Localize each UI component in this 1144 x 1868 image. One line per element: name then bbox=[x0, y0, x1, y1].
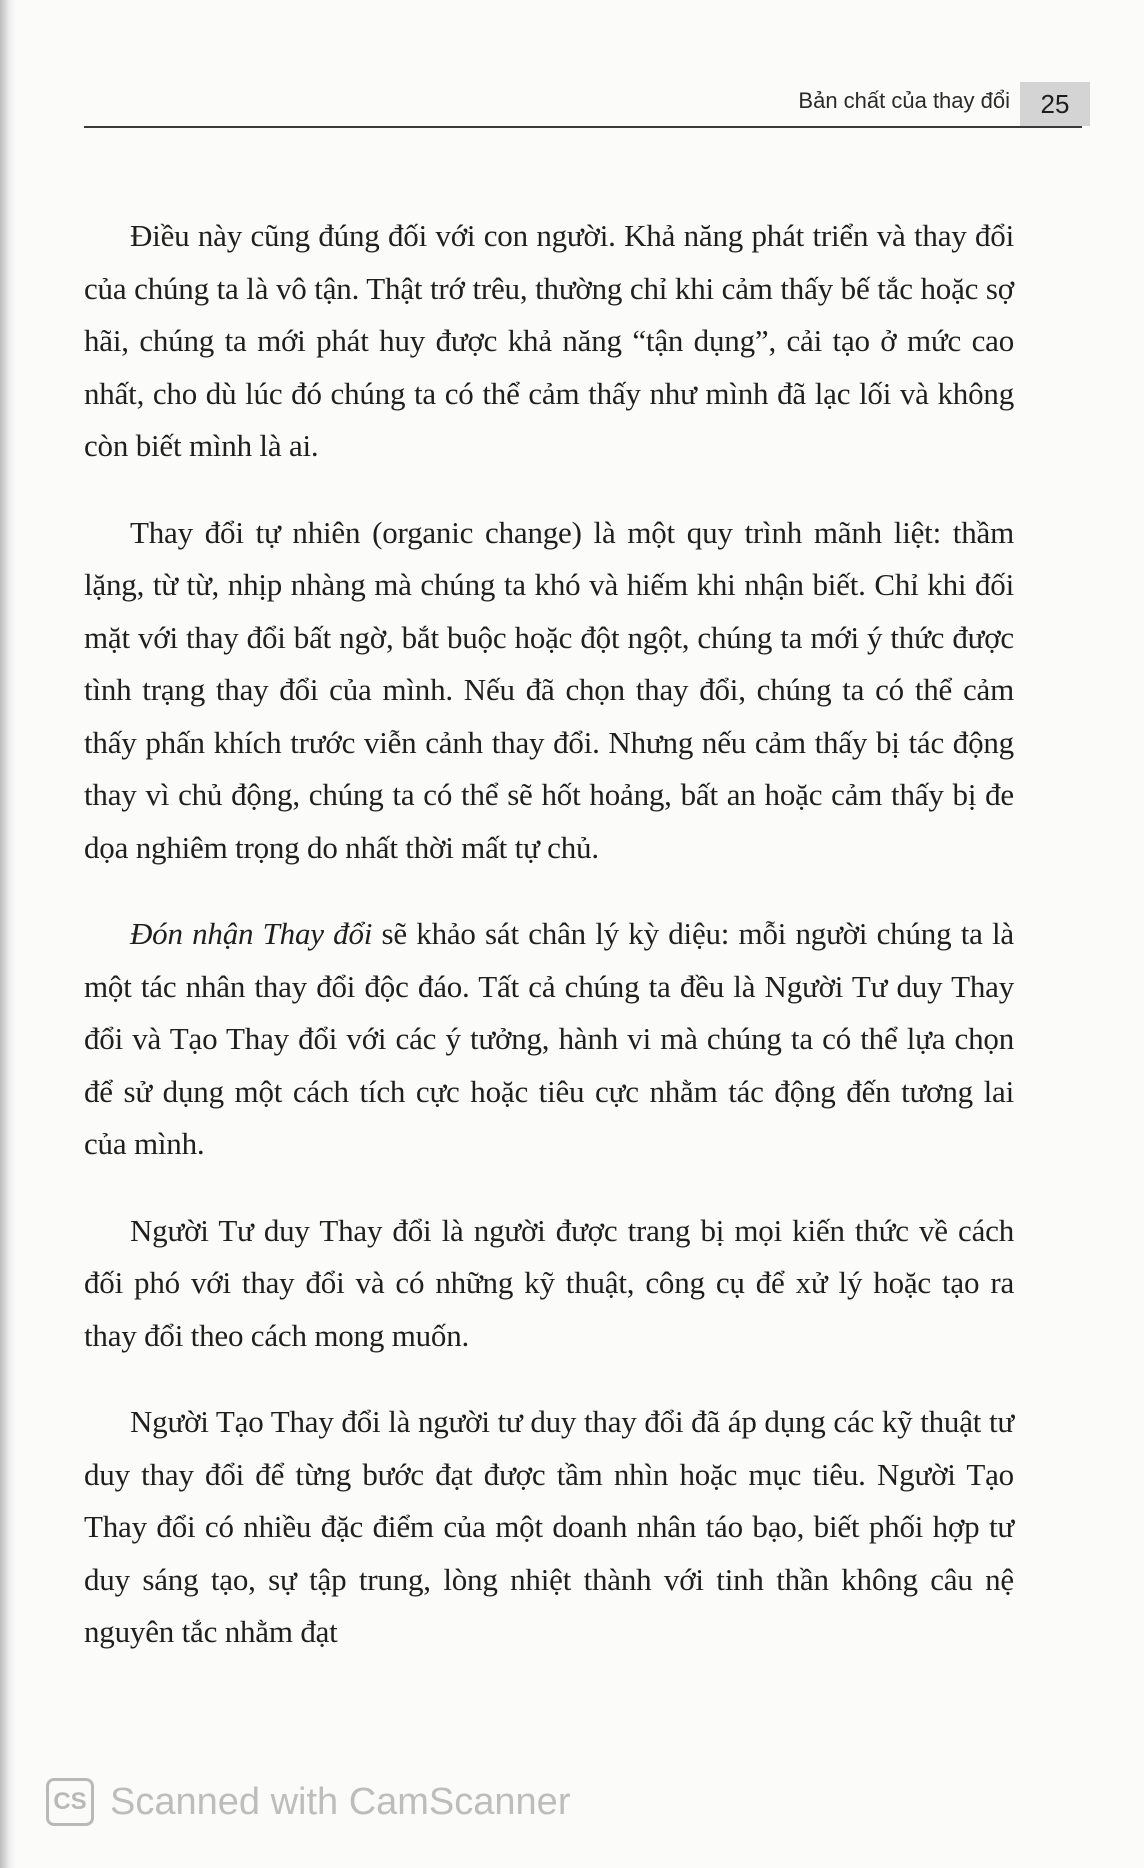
watermark-text: Scanned with CamScanner bbox=[110, 1780, 571, 1823]
page-gutter-shadow bbox=[0, 0, 16, 1868]
paragraph-3-text: sẽ khảo sát chân lý kỳ diệu: mỗi người chúng ta là một tác nhân thay đổi độc đáo. Tất cả chúng ta đều là Người Tư duy Thay đổi và Tạo Thay đổi với các ý tưởng, hành vi mà chúng ta có thể lựa chọn để sử dụng một cách tích cực hoặc tiêu cực nhằm tác động đến tương lai của mình. bbox=[84, 916, 1014, 1161]
paragraph-1-text: Điều này cũng đúng đối với con người. Khả năng phát triển và thay đổi của chúng ta là vô tận. Thật trớ trêu, thường chỉ khi cảm thấy bế tắc hoặc sợ hãi, chúng ta mới phát huy được khả năng “tận dụng”, cải tạo ở mức cao nhất, cho dù lúc đó chúng ta có thể cảm thấy như mình đã lạc lối và không còn biết mình là ai. bbox=[84, 218, 1014, 463]
paragraph-2 bbox=[84, 507, 1014, 875]
running-head: Bản chất của thay đổi bbox=[798, 88, 1010, 113]
body-text bbox=[84, 210, 1014, 1693]
page-number: 25 bbox=[1020, 82, 1090, 126]
paragraph-4 bbox=[84, 1205, 1014, 1363]
paragraph-5-text: Người Tạo Thay đổi là người tư duy thay đổi đã áp dụng các kỹ thuật tư duy thay đổi để từng bước đạt được tầm nhìn hoặc mục tiêu. Người Tạo Thay đổi có nhiều đặc điểm của một doanh nhân táo bạo, biết phối hợp tư duy sáng tạo, sự tập trung, lòng nhiệt thành với tinh thần không câu nệ nguyên tắc nhằm đạt bbox=[84, 1404, 1014, 1649]
book-title-italic: Đón nhận Thay đổi bbox=[130, 916, 373, 951]
paragraph-1 bbox=[84, 210, 1014, 473]
scanner-watermark bbox=[46, 1778, 570, 1826]
paragraph-5 bbox=[84, 1396, 1014, 1659]
paragraph-2-text: Thay đổi tự nhiên (organic change) là một quy trình mãnh liệt: thầm lặng, từ từ, nhịp nhàng mà chúng ta khó và hiếm khi nhận biết. Chỉ khi đối mặt với thay đổi bất ngờ, bắt buộc hoặc đột ngột, chúng ta mới ý thức được tình trạng thay đổi của mình. Nếu đã chọn thay đổi, chúng ta có thể cảm thấy phấn khích trước viễn cảnh thay đổi. Nhưng nếu cảm thấy bị tác động thay vì chủ động, chúng ta có thể sẽ hốt hoảng, bất an hoặc cảm thấy bị đe dọa nghiêm trọng do nhất thời mất tự chủ. bbox=[84, 514, 1014, 865]
paragraph-4-text: Người Tư duy Thay đổi là người được trang bị mọi kiến thức về cách đối phó với thay đổi và có những kỹ thuật, công cụ để xử lý hoặc tạo ra thay đổi theo cách mong muốn. bbox=[84, 1212, 1014, 1353]
camscanner-logo-icon: CS bbox=[46, 1778, 94, 1826]
header-rule bbox=[84, 126, 1082, 128]
paragraph-3 bbox=[84, 908, 1014, 1171]
